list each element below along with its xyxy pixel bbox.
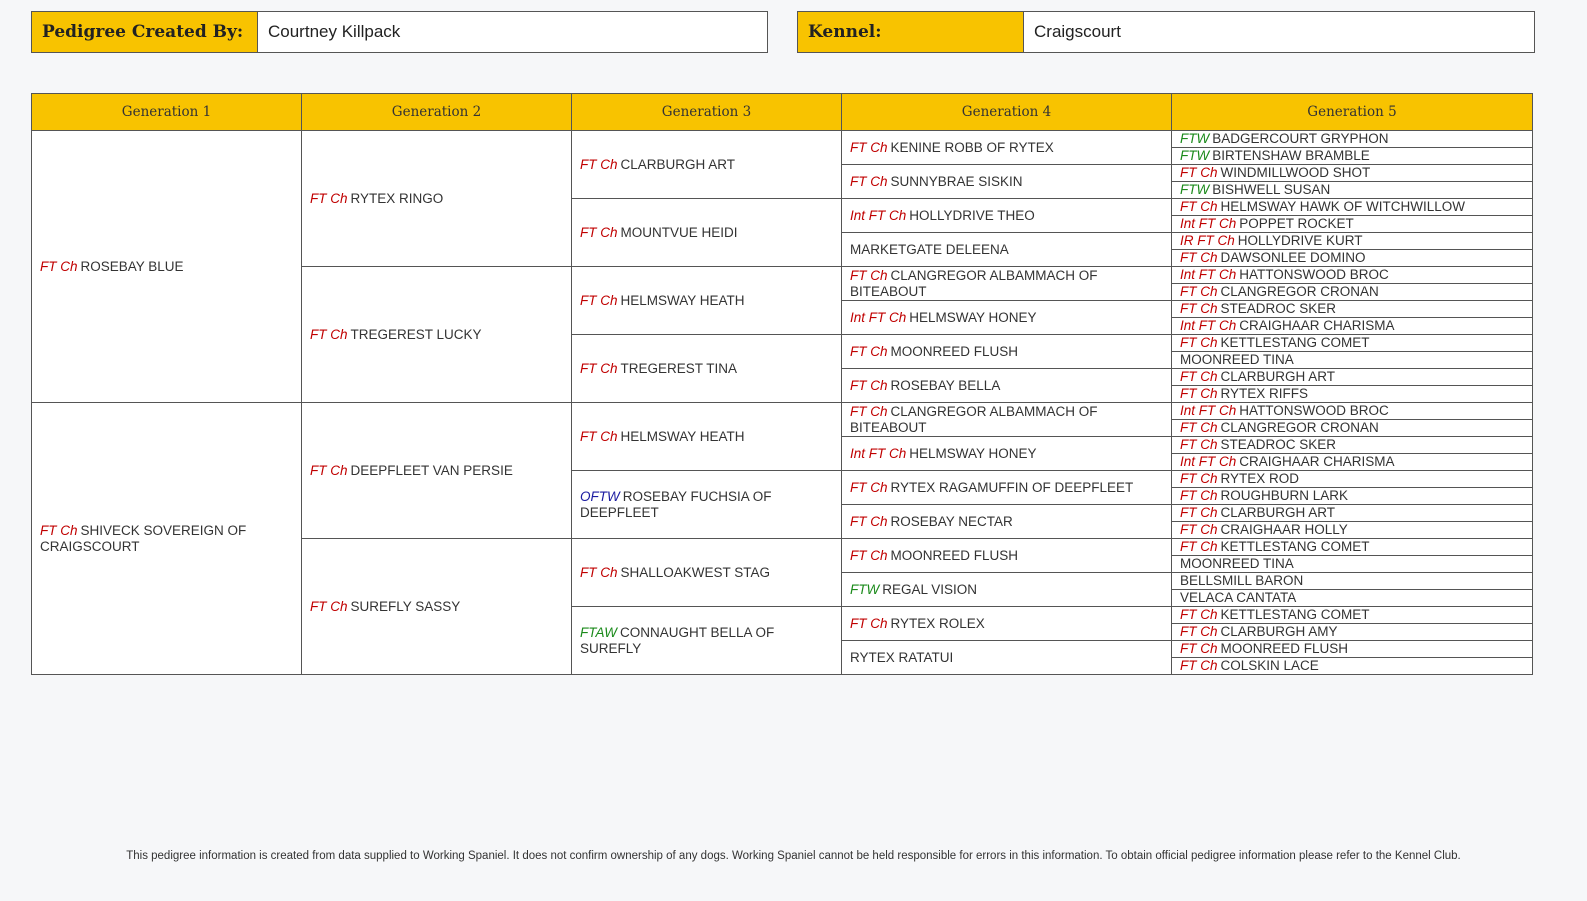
dog-title: FT Ch [1180,488,1218,503]
gen5-dog-cell [1172,454,1533,471]
dog-title: FT Ch [1180,607,1218,622]
dog-name: CLARBURGH ART [620,156,736,172]
dog-title: FT Ch [1180,539,1218,554]
gen5-dog-cell [1172,216,1533,233]
table-row [32,131,1533,148]
dog-title: FT Ch [40,522,78,538]
dog-title: FT Ch [1180,471,1218,486]
dog-name: HELMSWAY HEATH [620,428,745,444]
gen5-dog-cell [1172,148,1533,165]
dog-name: BIRTENSHAW BRAMBLE [1212,148,1370,163]
dog-title: FT Ch [850,513,888,529]
gen5-dog-cell [1172,318,1533,335]
gen3-dog-cell [572,403,842,471]
dog-title: FT Ch [1180,641,1218,656]
gen5-dog-cell [1172,624,1533,641]
column-header-gen4: Generation 4 [842,94,1172,131]
dog-title: Int FT Ch [1180,216,1237,231]
dog-title: IR FT Ch [1180,233,1235,248]
table-row [32,403,1533,420]
dog-name: SUNNYBRAE SISKIN [890,173,1023,189]
dog-title: FT Ch [850,479,888,495]
gen5-dog-cell [1172,505,1533,522]
dog-name: DAWSONLEE DOMINO [1220,250,1366,265]
dog-name: RYTEX RAGAMUFFIN OF DEEPFLEET [890,479,1134,495]
gen3-dog-cell [572,471,842,539]
dog-title: FTAW [580,624,617,640]
dog-name: KETTLESTANG COMET [1220,607,1370,622]
dog-title: FTW [1180,148,1210,163]
dog-title: FT Ch [580,564,618,580]
dog-name: STEADROC SKER [1220,437,1337,452]
dog-name: CLANGREGOR ALBAMMACH OF BITEABOUT [850,403,1098,435]
dog-title: OFTW [580,488,620,504]
gen5-dog-cell [1172,420,1533,437]
dog-name: ROUGHBURN LARK [1220,488,1349,503]
dog-name: MOONREED FLUSH [890,547,1019,563]
dog-name: CONNAUGHT BELLA OF SUREFLY [580,624,775,656]
dog-title: FTW [850,581,880,597]
dog-title: FT Ch [1180,658,1218,673]
dog-name: RYTEX RIFFS [1220,386,1309,401]
dog-title: FT Ch [850,139,888,155]
dog-title: FT Ch [1180,284,1218,299]
dog-name: CLANGREGOR CRONAN [1220,420,1379,435]
dog-name: KENINE ROBB OF RYTEX [890,139,1054,155]
dog-name: ROSEBAY FUCHSIA OF DEEPFLEET [580,488,772,520]
kennel-box [797,11,1535,53]
dog-name: BISHWELL SUSAN [1212,182,1331,197]
gen4-dog-cell [842,301,1172,335]
dog-name: MOONREED TINA [1180,556,1294,571]
dog-title: FT Ch [580,292,618,308]
gen5-dog-cell [1172,437,1533,454]
dog-name: BADGERCOURT GRYPHON [1212,131,1389,146]
gen5-dog-cell [1172,199,1533,216]
gen4-dog-cell [842,437,1172,471]
dog-title: FT Ch [1180,386,1218,401]
dog-name: BELLSMILL BARON [1180,573,1304,588]
gen5-dog-cell [1172,488,1533,505]
dog-name: WINDMILLWOOD SHOT [1220,165,1371,180]
column-header-gen5: Generation 5 [1172,94,1533,131]
dog-title: FT Ch [850,267,888,283]
gen5-dog-cell [1172,522,1533,539]
table-header-row [32,94,1533,131]
dog-name: MOONREED FLUSH [1220,641,1349,656]
gen2-dog-cell [302,131,572,267]
dog-name: ROSEBAY BLUE [80,258,184,274]
dog-title: Int FT Ch [1180,267,1237,282]
dog-name: HOLLYDRIVE THEO [909,207,1035,223]
column-header-gen2: Generation 2 [302,94,572,131]
gen4-dog-cell [842,267,1172,301]
dog-title: FT Ch [1180,437,1218,452]
gen5-dog-cell [1172,403,1533,420]
gen4-dog-cell [842,573,1172,607]
gen1-dog-cell [32,403,302,675]
gen3-dog-cell [572,335,842,403]
column-header-gen1: Generation 1 [32,94,302,131]
dog-name: ROSEBAY BELLA [890,377,1001,393]
dog-name: COLSKIN LACE [1220,658,1319,673]
dog-title: Int FT Ch [850,309,907,325]
dog-name: CLARBURGH ART [1220,369,1336,384]
gen3-dog-cell [572,131,842,199]
gen5-dog-cell [1172,284,1533,301]
dog-name: TREGEREST TINA [620,360,738,376]
dog-name: CRAIGHAAR CHARISMA [1239,454,1395,469]
dog-title: Int FT Ch [1180,403,1237,418]
dog-name: TREGEREST LUCKY [350,326,482,342]
dog-title: FT Ch [580,428,618,444]
dog-title: FT Ch [1180,420,1218,435]
created-by-label: Pedigree Created By: [32,12,258,52]
dog-title: FT Ch [1180,335,1218,350]
dog-title: FT Ch [580,360,618,376]
gen5-dog-cell [1172,369,1533,386]
gen4-dog-cell [842,607,1172,641]
gen4-dog-cell [842,539,1172,573]
gen4-dog-cell [842,403,1172,437]
dog-name: CLARBURGH ART [1220,505,1336,520]
gen5-dog-cell [1172,335,1533,352]
dog-name: KETTLESTANG COMET [1220,335,1370,350]
dog-name: MARKETGATE DELEENA [850,241,1009,257]
gen5-dog-cell [1172,658,1533,675]
dog-name: CRAIGHAAR CHARISMA [1239,318,1395,333]
dog-title: FT Ch [850,547,888,563]
dog-name: HELMSWAY HONEY [909,309,1037,325]
dog-title: FT Ch [310,326,348,342]
dog-name: HELMSWAY HONEY [909,445,1037,461]
dog-title: FT Ch [40,258,78,274]
dog-title: FT Ch [1180,369,1218,384]
dog-title: FT Ch [850,173,888,189]
gen3-dog-cell [572,539,842,607]
gen5-dog-cell [1172,573,1533,590]
gen5-dog-cell [1172,267,1533,284]
dog-title: FT Ch [850,615,888,631]
dog-name: RYTEX ROD [1220,471,1300,486]
gen1-dog-cell [32,131,302,403]
dog-name: CLARBURGH AMY [1220,624,1338,639]
dog-name: MOUNTVUE HEIDI [620,224,738,240]
dog-title: FT Ch [1180,165,1218,180]
dog-title: FTW [1180,182,1210,197]
gen4-dog-cell [842,505,1172,539]
dog-title: FT Ch [580,224,618,240]
dog-name: HOLLYDRIVE KURT [1237,233,1363,248]
disclaimer-footer: This pedigree information is created from data supplied to Working Spaniel. It does not confirm ownership of any dogs. Working Spaniel cannot be held responsible for errors in this information. To obtain official pedigree information please refer to the Kennel Club. [126,850,1461,862]
gen5-dog-cell [1172,352,1533,369]
dog-name: SHALLOAKWEST STAG [620,564,771,580]
dog-title: FT Ch [1180,624,1218,639]
gen4-dog-cell [842,369,1172,403]
gen5-dog-cell [1172,250,1533,267]
dog-title: FT Ch [310,462,348,478]
gen5-dog-cell [1172,182,1533,199]
dog-name: POPPET ROCKET [1239,216,1354,231]
dog-title: FT Ch [850,403,888,419]
dog-name: SUREFLY SASSY [350,598,461,614]
dog-title: FT Ch [310,190,348,206]
gen4-dog-cell [842,199,1172,233]
dog-name: MOONREED FLUSH [890,343,1019,359]
pedigree-body [32,131,1533,675]
gen5-dog-cell [1172,233,1533,250]
dog-name: ROSEBAY NECTAR [890,513,1013,529]
dog-title: Int FT Ch [850,207,907,223]
pedigree-created-by-box [31,11,768,53]
gen5-dog-cell [1172,641,1533,658]
dog-title: FTW [1180,131,1210,146]
dog-title: FT Ch [850,343,888,359]
dog-title: FT Ch [1180,301,1218,316]
kennel-value: Craigscourt [1034,22,1121,41]
gen3-dog-cell [572,199,842,267]
dog-name: KETTLESTANG COMET [1220,539,1370,554]
gen2-dog-cell [302,403,572,539]
dog-title: FT Ch [850,377,888,393]
dog-title: FT Ch [310,598,348,614]
dog-name: HELMSWAY HAWK OF WITCHWILLOW [1220,199,1466,214]
gen4-dog-cell [842,641,1172,675]
dog-title: FT Ch [1180,522,1218,537]
gen4-dog-cell [842,165,1172,199]
dog-name: RYTEX RINGO [350,190,444,206]
dog-name: CLANGREGOR ALBAMMACH OF BITEABOUT [850,267,1098,299]
dog-name: SHIVECK SOVEREIGN OF CRAIGSCOURT [40,522,247,554]
column-header-gen3: Generation 3 [572,94,842,131]
dog-title: FT Ch [1180,505,1218,520]
gen5-dog-cell [1172,590,1533,607]
gen5-dog-cell [1172,131,1533,148]
dog-name: STEADROC SKER [1220,301,1337,316]
dog-name: VELACA CANTATA [1180,590,1297,605]
gen3-dog-cell [572,607,842,675]
dog-name: CRAIGHAAR HOLLY [1220,522,1348,537]
dog-title: Int FT Ch [850,445,907,461]
dog-name: RYTEX RATATUI [850,649,954,665]
dog-name: REGAL VISION [882,581,978,597]
gen2-dog-cell [302,267,572,403]
gen2-dog-cell [302,539,572,675]
dog-name: DEEPFLEET VAN PERSIE [350,462,513,478]
created-by-value: Courtney Killpack [268,22,401,41]
dog-name: HELMSWAY HEATH [620,292,745,308]
dog-title: Int FT Ch [1180,454,1237,469]
dog-name: CLANGREGOR CRONAN [1220,284,1379,299]
gen5-dog-cell [1172,556,1533,573]
gen5-dog-cell [1172,165,1533,182]
gen5-dog-cell [1172,386,1533,403]
dog-name: HATTONSWOOD BROC [1239,403,1389,418]
gen5-dog-cell [1172,471,1533,488]
dog-title: Int FT Ch [1180,318,1237,333]
dog-name: MOONREED TINA [1180,352,1294,367]
gen5-dog-cell [1172,301,1533,318]
dog-title: FT Ch [580,156,618,172]
dog-name: HATTONSWOOD BROC [1239,267,1389,282]
gen4-dog-cell [842,233,1172,267]
gen4-dog-cell [842,131,1172,165]
gen4-dog-cell [842,335,1172,369]
gen3-dog-cell [572,267,842,335]
dog-title: FT Ch [1180,250,1218,265]
dog-title: FT Ch [1180,199,1218,214]
gen5-dog-cell [1172,539,1533,556]
dog-name: RYTEX ROLEX [890,615,985,631]
pedigree-table [31,93,1533,675]
kennel-label: Kennel: [798,12,1024,52]
gen5-dog-cell [1172,607,1533,624]
gen4-dog-cell [842,471,1172,505]
